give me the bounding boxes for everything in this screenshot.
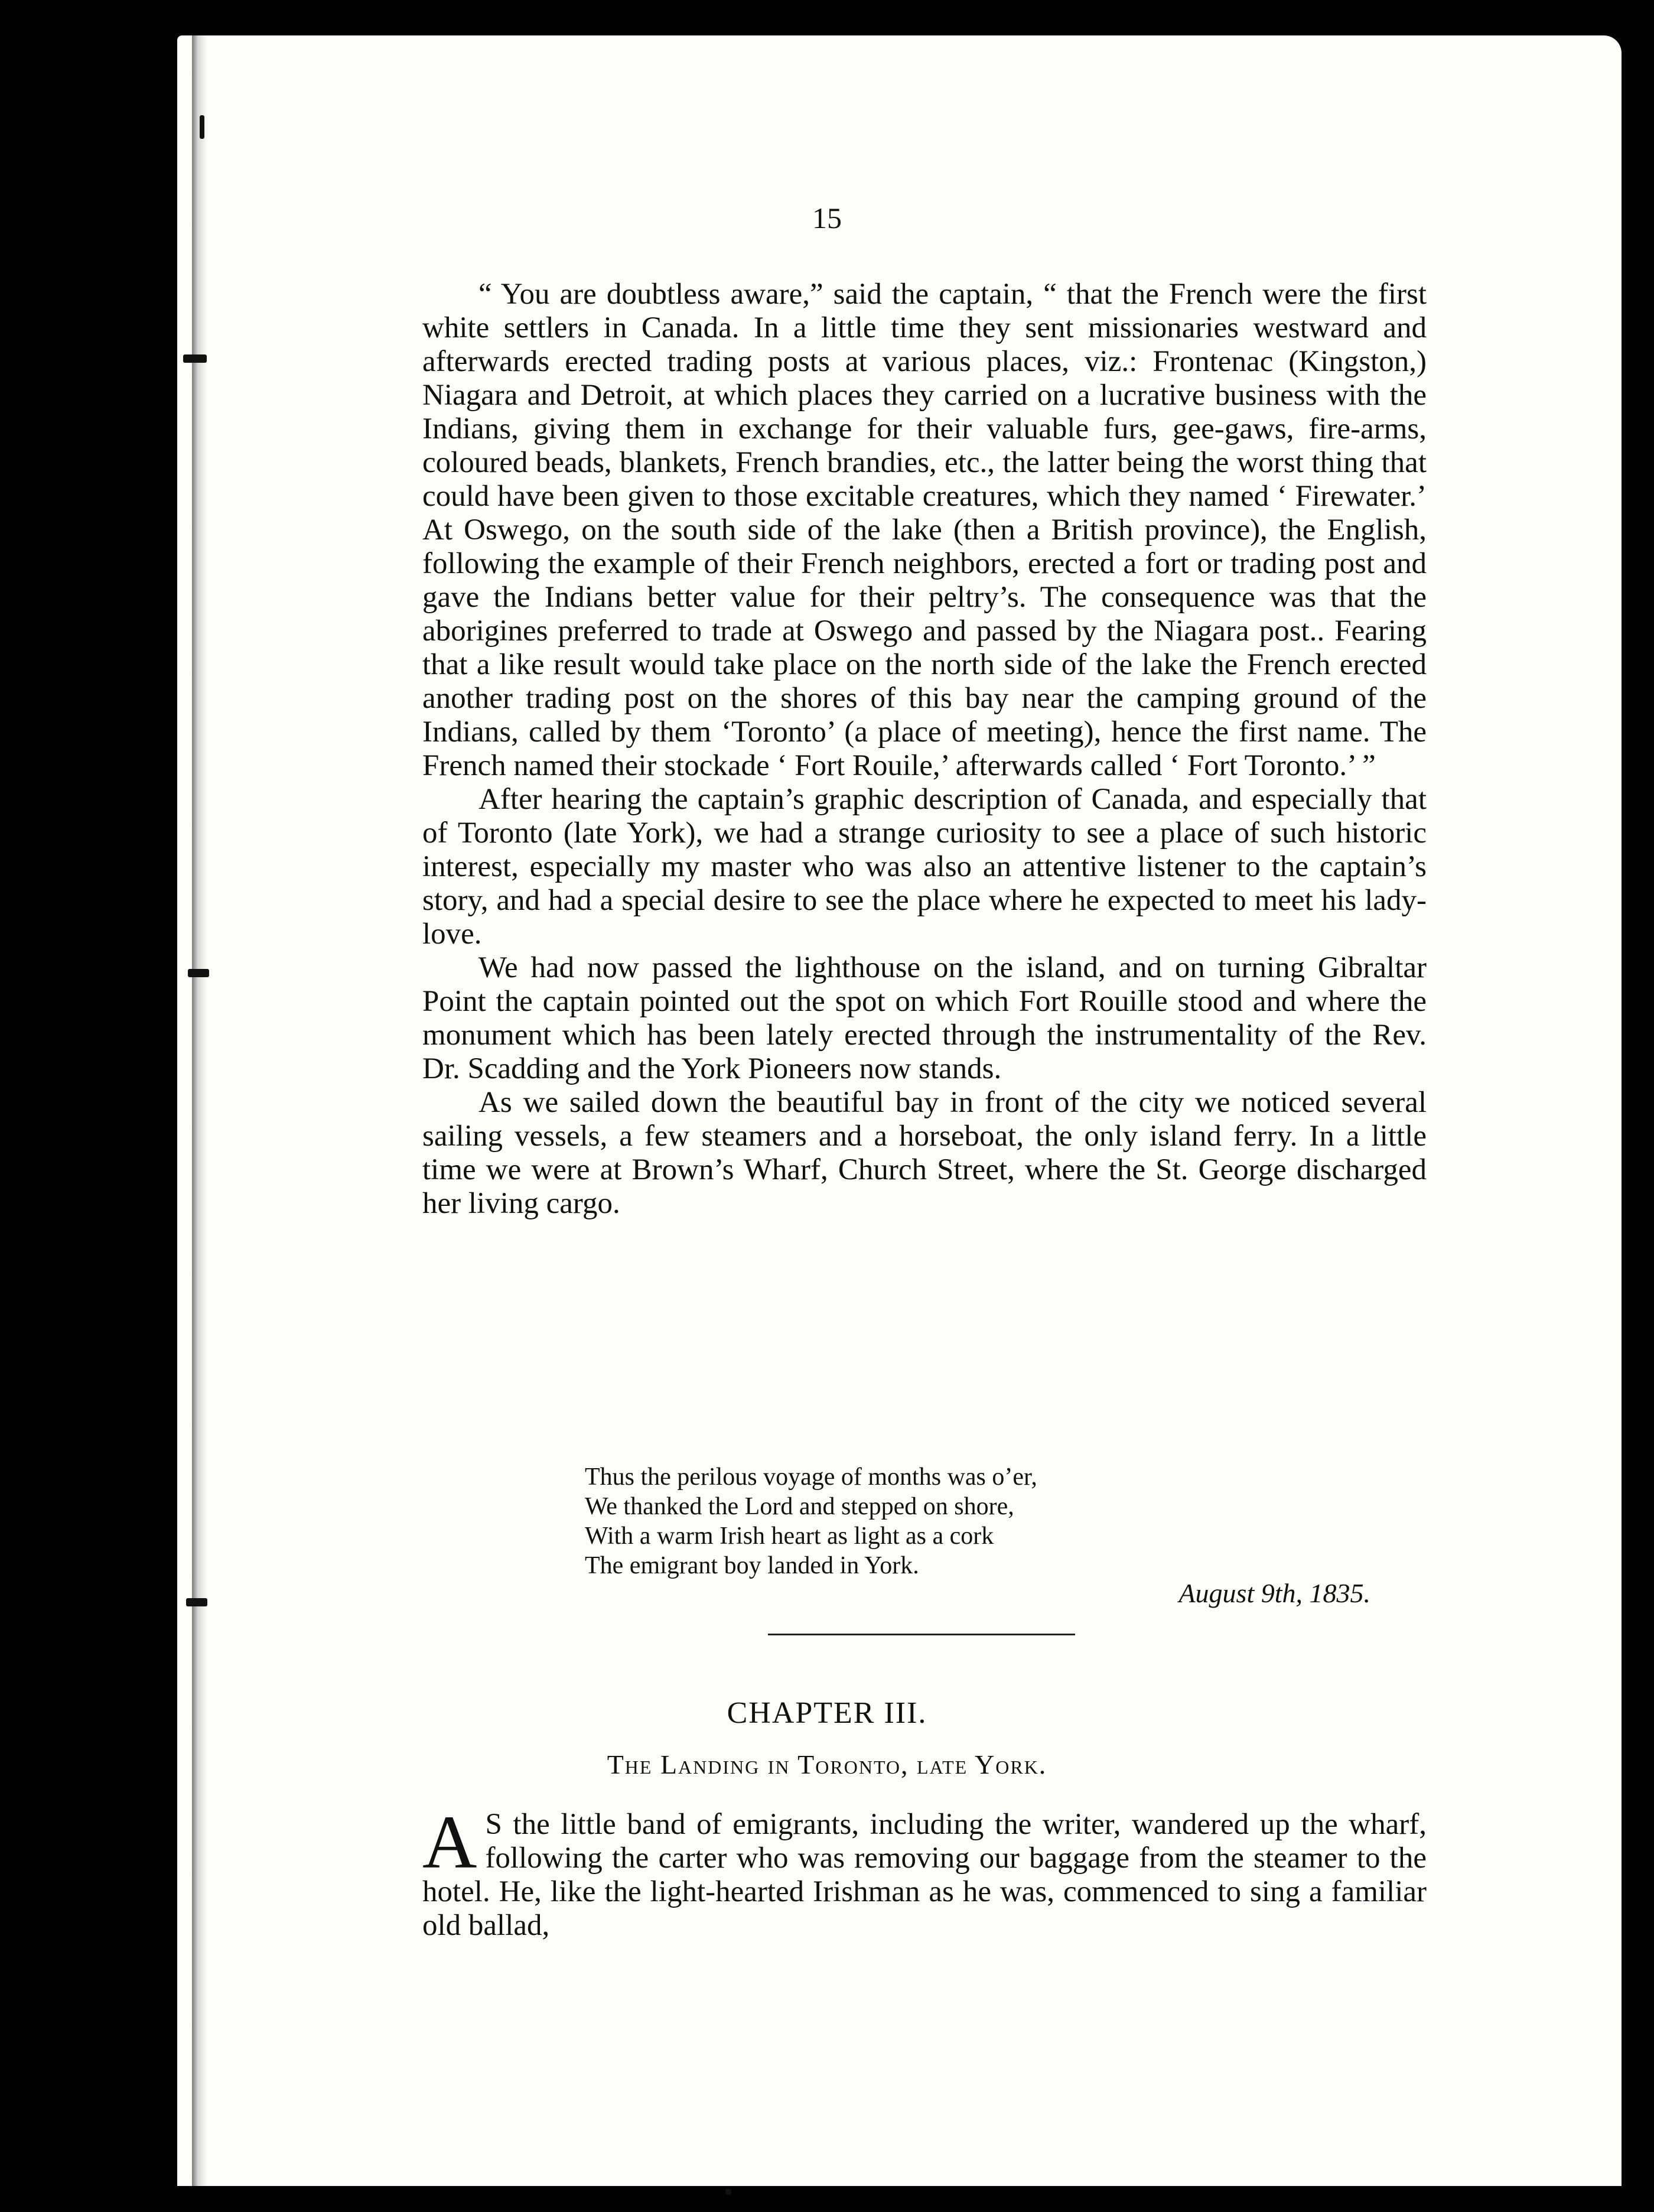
paragraph: We had now passed the lighthouse on the island, and on turning Gibraltar Point the captain pointed out the spot on which Fort Rouille stood and where the monument which has been lately erected through the instrumentality of the Rev. Dr. Scadding and the York Pioneers now stands. bbox=[422, 951, 1427, 1085]
poem-verse bbox=[585, 1462, 1294, 1580]
dateline: August 9th, 1835. bbox=[1178, 1578, 1370, 1608]
section-divider bbox=[768, 1634, 1075, 1635]
poem-line: The emigrant boy landed in York. bbox=[585, 1552, 919, 1579]
margin-mark bbox=[186, 1598, 207, 1606]
chapter-heading: CHAPTER III. bbox=[727, 1696, 927, 1730]
drop-cap: A bbox=[422, 1800, 477, 1884]
paragraph: After hearing the captain’s graphic description of Canada, and especially that of Toronto (late York), we had a strange curiosity to see a place of such historic interest, especially my master who was also an attentive listener to the captain’s story, and had a special desire to see the place where he expected to meet his lady-love. bbox=[422, 783, 1427, 951]
poem-line: We thanked the Lord and stepped on shore, bbox=[585, 1493, 1014, 1520]
margin-mark bbox=[725, 2189, 731, 2195]
margin-mark bbox=[200, 115, 204, 139]
chapter-opening bbox=[422, 1800, 1427, 1943]
margin-mark bbox=[183, 354, 207, 363]
paragraph: “ You are doubtless aware,” said the captain, “ that the French were the first white settlers in Canada. In a little time they sent missionaries westward and afterwards erected trading posts at various places, viz.: Frontenac (Kingston,) Niagara and Detroit, at which places they carried on a lucrative business with the Indians, giving them in exchange for their valuable furs, gee-gaws, fire-arms, coloured beads, blankets, French brandies, etc., the latter being the worst thing that could have been given to those excitable creatures, which they named ‘ Firewater.’ At Oswego, on the south side of the lake (then a British province), the English, following the example of their French neighbors, erected a fort or trading post and gave the Indians better value for their peltry’s. The consequence was that the aborigines preferred to trade at Oswego and passed by the Niagara post.. Fearing that a like result would take place on the north side of the lake the French erected another trading post on the shores of this bay near the camping ground of the Indians, called by them ‘Toronto’ (a place of meeting), hence the first name. The French named their stockade ‘ Fort Rouile,’ afterwards called ‘ Fort Toronto.’ ” bbox=[422, 278, 1427, 782]
paragraph: As we sailed down the beautiful bay in front of the city we noticed several sailing vessels, a few steamers and a horseboat, the only island ferry. In a little time we were at Brown’s Wharf, Church Street, where the St. George discharged her living cargo. bbox=[422, 1086, 1427, 1220]
chapter-subtitle: The Landing in Toronto, late York. bbox=[607, 1749, 1047, 1780]
page-number: 15 bbox=[812, 201, 842, 235]
margin-mark bbox=[188, 969, 209, 977]
main-text bbox=[422, 278, 1427, 1221]
poem-line: With a warm Irish heart as light as a cork bbox=[585, 1523, 994, 1550]
poem-line: Thus the perilous voyage of months was o’er, bbox=[585, 1463, 1037, 1491]
chapter-opening-text: S the little band of emigrants, including the writer, wandered up the wharf, following the carter who was removing our baggage from the steamer to the hotel. He, like the light-hearted Irishman as he was, commenced to sing a familiar old ballad, bbox=[422, 1808, 1427, 1942]
